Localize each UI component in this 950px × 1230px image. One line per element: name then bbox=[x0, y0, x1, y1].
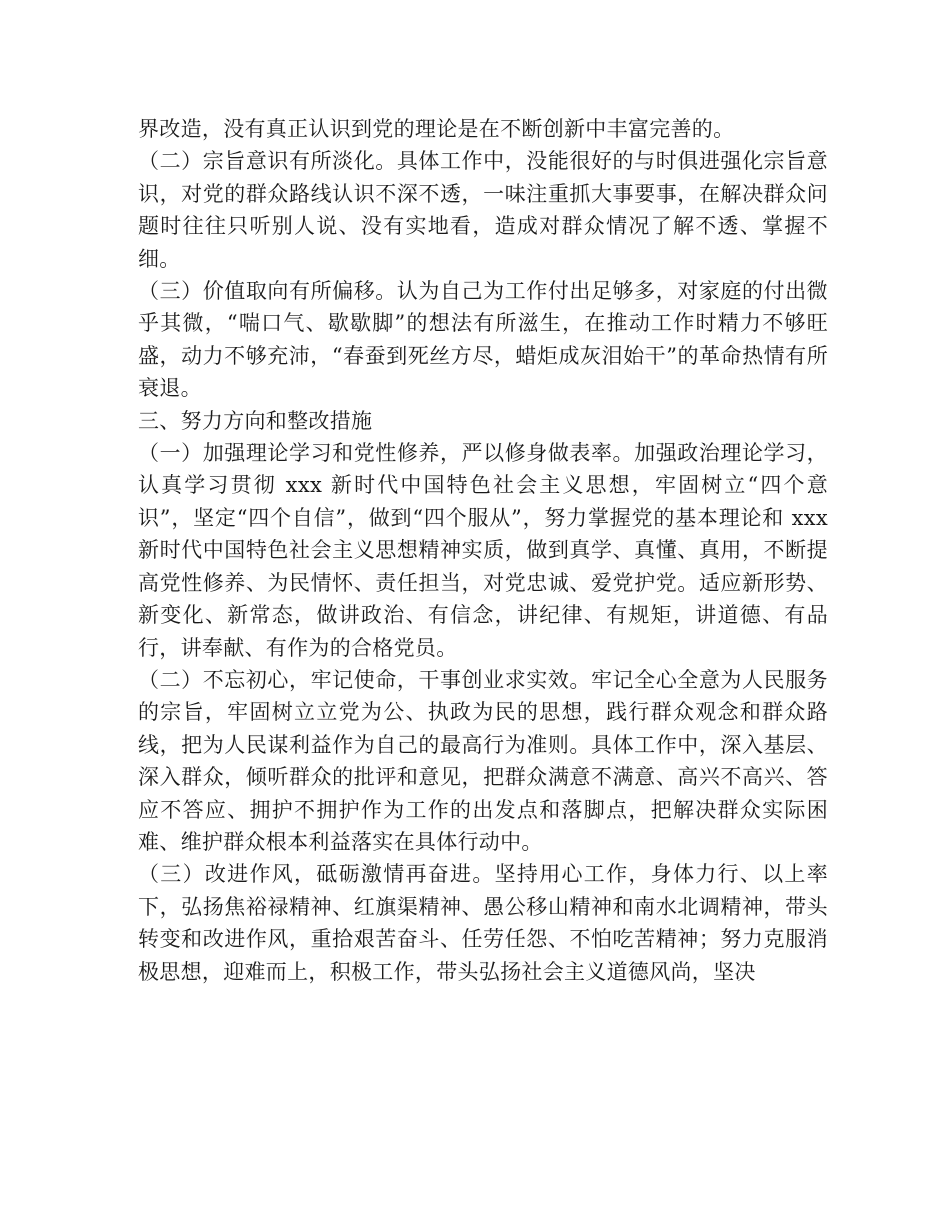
paragraph-continuation: 界改造，没有真正认识到党的理论是在不断创新中丰富完善的。 bbox=[138, 117, 735, 141]
document-body bbox=[138, 113, 828, 988]
paragraph-value-orientation: （三）价值取向有所偏移。认为自己为工作付出足够多，对家庭的付出微乎其微，“喘口气、歇歇脚”的想法有所滋生，在推动工作时精力不够旺盛，动力不够充沛，“春蚕到死丝方尽，蜡炬成灰泪始干”的革命热情有所衰退。 bbox=[138, 279, 828, 401]
paragraph-improve-style: （三）改进作风，砥砺激情再奋进。坚持用心工作，身体力行、以上率下，弘扬焦裕禄精神、红旗渠精神、愚公移山精神和南水北调精神，带头转变和改进作风，重拾艰苦奋斗、任劳任怨、不怕吃苦精神；努力克服消极思想，迎难而上，积极工作，带头弘扬社会主义道德风尚，坚决 bbox=[138, 862, 828, 984]
section-heading-rectification: 三、努力方向和整改措施 bbox=[138, 408, 373, 433]
paragraph-theory-study: （一）加强理论学习和党性修养，严以修身做表率。加强政治理论学习，认真学习贯彻 xxx 新时代中国特色社会主义思想，牢固树立“四个意识”，坚定“四个自信”，做到“四个服从”，努力掌握党的基本理论和 xxx 新时代中国特色社会主义思想精神实质，做到真学、真懂、真用，不断提高党性修养、为民情怀、责任担当，对党忠诚、爱党护党。适应新形势、新变化、新常态，做讲政治、有信念，讲纪律、有规矩，讲道德、有品行，讲奉献、有作为的合格党员。 bbox=[138, 441, 828, 660]
paragraph-original-mission: （二）不忘初心，牢记使命，干事创业求实效。牢记全心全意为人民服务的宗旨，牢固树立立党为公、执政为民的思想，践行群众观念和群众路线，把为人民谋利益作为自己的最高行为准则。具体工作中，深入基层、深入群众，倾听群众的批评和意见，把群众满意不满意、高兴不高兴、答应不答应、拥护不拥护作为工作的出发点和落脚点，把解决群众实际困难、维护群众根本利益落实在具体行动中。 bbox=[138, 667, 828, 854]
paragraph-purpose-awareness: （二）宗旨意识有所淡化。具体工作中，没能很好的与时俱进强化宗旨意识，对党的群众路线认识不深不透，一味注重抓大事要事，在解决群众问题时往往只听别人说、没有实地看，造成对群众情况了解不透、掌握不细。 bbox=[138, 149, 828, 271]
